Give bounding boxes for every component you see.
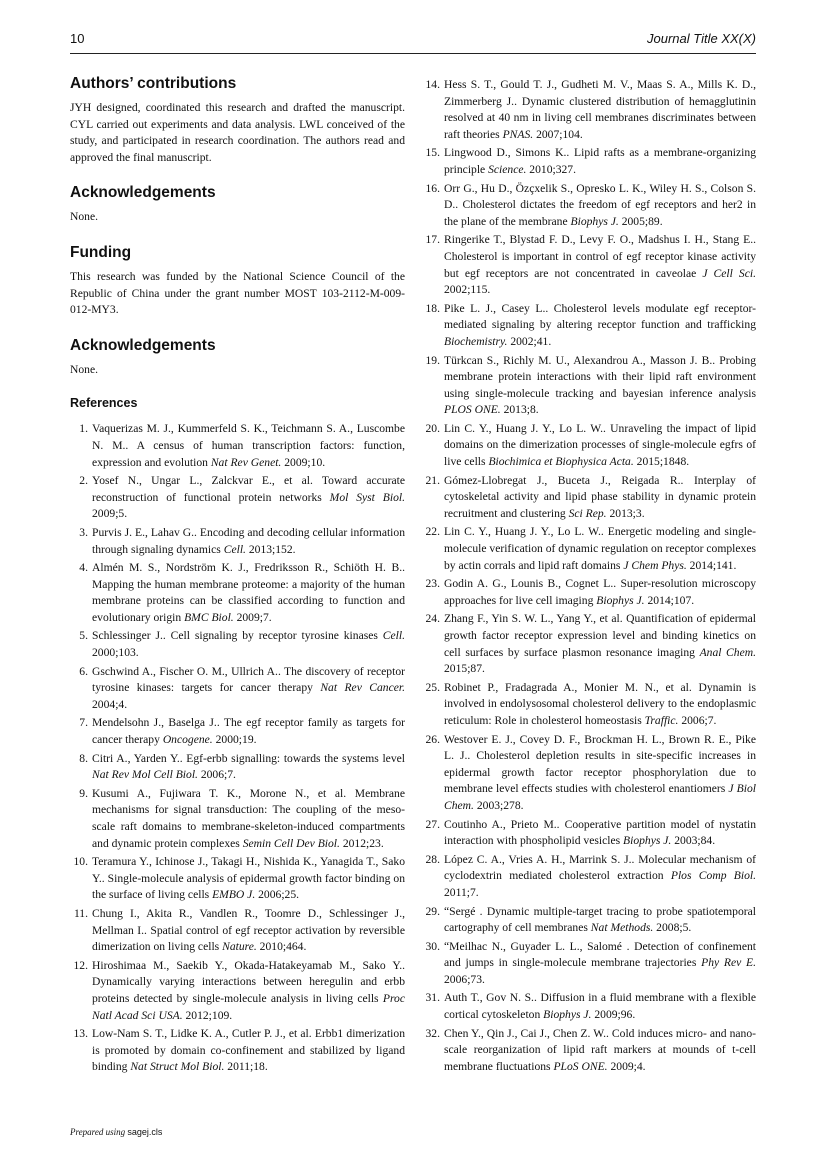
footer-prefix: Prepared using <box>70 1127 128 1137</box>
reference-journal: Mol Syst Biol. <box>329 490 405 504</box>
reference-item <box>422 232 756 298</box>
reference-item <box>70 560 405 626</box>
reference-year-volume: 2003;84. <box>671 834 716 848</box>
reference-journal: Nature. <box>222 940 257 954</box>
reference-item <box>422 1026 756 1076</box>
reference-year-volume: 2008;5. <box>653 921 692 935</box>
reference-number: 17. <box>425 233 440 247</box>
reference-year-volume: 2000;103. <box>92 646 139 660</box>
reference-text: Pike L. J., Casey L.. Cholesterol levels modulate egf receptor-mediated signaling by altering receptor function and trafficking <box>444 301 756 332</box>
reference-number: 13. <box>73 1027 88 1041</box>
section-body: JYH designed, coordinated this research and drafted the manuscript. CYL carried out experiments and data analysis. LWL conceived of the study, and participated in research coordination. The authors read and approved the final manuscript. <box>70 101 405 164</box>
reference-year-volume: 2015;87. <box>444 662 485 676</box>
section-heading: Authors’ contributions <box>70 75 237 92</box>
reference-journal: BMC Biol. <box>184 610 234 624</box>
reference-journal: Biophys J. <box>623 834 672 848</box>
reference-year-volume: 2012;109. <box>182 1008 233 1022</box>
reference-text: Godin A. G., Lounis B., Cognet L.. Super-resolution microscopy approaches for live cell imaging <box>444 577 756 607</box>
left-column <box>70 74 405 1078</box>
reference-year-volume: 2005;89. <box>618 214 663 228</box>
section-body: This research was funded by the National Science Council of the Republic of China under the grant number MOST 103-2112-M-009-012-MY3. <box>70 269 405 317</box>
reference-journal: Traffic. <box>644 713 679 727</box>
reference-year-volume: 2012;23. <box>339 836 384 850</box>
reference-item <box>422 680 756 730</box>
reference-text: Gschwind A., Fischer O. M., Ullrich A.. The discovery of receptor tyrosine kinases: targets for cancer therapy <box>92 664 405 695</box>
footer-cls: sagej.cls <box>127 1127 163 1137</box>
reference-item <box>70 715 405 748</box>
reference-number: 31. <box>425 991 440 1005</box>
reference-journal: PNAS. <box>502 127 534 141</box>
reference-text: Lingwood D., Simons K.. Lipid rafts as a membrane-organizing principle <box>444 146 756 176</box>
reference-item <box>70 421 405 471</box>
reference-journal: EMBO J. <box>212 888 256 902</box>
reference-number: 7. <box>79 716 88 730</box>
reference-year-volume: 2009;7. <box>233 610 272 624</box>
section-body: None. <box>70 210 99 224</box>
header-rule <box>70 53 756 54</box>
reference-text: Low-Nam S. T., Lidke K. A., Cutler P. J., et al. Erbb1 dimerization is promoted by domain co-confinement and stabilized by ligand binding <box>92 1027 405 1074</box>
reference-item <box>70 751 405 784</box>
reference-item <box>422 611 756 677</box>
reference-item <box>422 576 756 609</box>
reference-number: 5. <box>79 629 88 643</box>
reference-year-volume: 2011;18. <box>224 1060 268 1074</box>
reference-journal: Nat Methods. <box>590 921 654 935</box>
reference-year-volume: 2000;19. <box>212 733 257 747</box>
reference-text: Auth T., Gov N. S.. Diffusion in a fluid membrane with a flexible cortical cytoskeleton <box>444 991 756 1022</box>
section-authors-contributions <box>70 74 405 166</box>
reference-number: 24. <box>425 612 440 626</box>
reference-journal: Cell. <box>382 629 405 643</box>
reference-text: Türkcan S., Richly M. U., Alexandrou A., Masson J. B.. Probing membrane protein interactions with their lipid raft environment using single-molecule tracking and bayesian inference analysis <box>444 353 756 400</box>
reference-year-volume: 2013;152. <box>245 542 296 556</box>
reference-year-volume: 2015;1848. <box>633 455 690 469</box>
reference-item <box>70 525 405 558</box>
reference-number: 3. <box>79 525 88 539</box>
reference-item <box>422 421 756 471</box>
reference-text: Citri A., Yarden Y.. Egf-erbb signalling: towards the systems level <box>92 751 405 765</box>
section-body: None. <box>70 362 99 376</box>
reference-journal: Nat Rev Genet. <box>210 455 282 469</box>
reference-number: 1. <box>79 422 88 436</box>
reference-journal: Sci Rep. <box>568 506 607 520</box>
reference-number: 32. <box>425 1026 440 1040</box>
reference-item <box>422 939 756 989</box>
reference-item <box>422 145 756 178</box>
section-acknowledgements-2 <box>70 336 405 379</box>
reference-item <box>422 353 756 419</box>
reference-number: 8. <box>79 751 88 765</box>
reference-item <box>422 524 756 574</box>
reference-year-volume: 2009;96. <box>591 1008 636 1022</box>
reference-number: 11. <box>73 906 88 920</box>
reference-text: Chung I., Akita R., Vandlen R., Toomre D., Schlessinger J., Mellman I.. Spatial control of egf receptor activation by reversible dimerization on living cells <box>92 906 405 954</box>
reference-journal: Semin Cell Dev Biol. <box>242 836 340 850</box>
section-funding <box>70 243 405 319</box>
reference-number: 21. <box>425 473 440 487</box>
reference-text: Lin C. Y., Huang J. Y., Lo L. W.. Unraveling the impact of lipid domains on the dimerization processes of single-molecule egfrs of live cells <box>444 421 756 469</box>
reference-journal: Cell. <box>223 542 246 556</box>
section-heading: Acknowledgements <box>70 336 216 354</box>
reference-number: 10. <box>73 855 88 869</box>
reference-year-volume: 2013;3. <box>606 506 645 520</box>
reference-journal: J Biol Chem. <box>444 782 756 812</box>
reference-year-volume: 2004;4. <box>92 697 128 711</box>
page-number: 10 <box>70 31 85 46</box>
reference-journal: Oncogene. <box>162 733 213 747</box>
reference-journal: Phy Rev E. <box>701 956 756 970</box>
reference-text: Yosef N., Ungar L., Zalckvar E., et al. Toward accurate reconstruction of functional protein networks <box>92 474 405 504</box>
reference-text: Almén M. S., Nordström K. J., Fredriksson R., Schiöth H. B.. Mapping the human membrane proteome: a majority of the human membrane proteins can be classified according to function and evolutionary origin <box>92 561 405 624</box>
reference-number: 30. <box>425 939 440 953</box>
reference-item <box>422 732 756 815</box>
reference-year-volume: 2013;8. <box>500 403 539 417</box>
reference-journal: Biochemistry. <box>444 334 508 348</box>
reference-text: Purvis J. E., Lahav G.. Encoding and decoding cellular information through signaling dynamics <box>92 525 405 556</box>
reference-text: Mendelsohn J., Baselga J.. The egf receptor family as targets for cancer therapy <box>92 716 405 747</box>
reference-number: 25. <box>425 680 440 694</box>
reference-item <box>422 817 756 850</box>
reference-year-volume: 2006;73. <box>444 972 485 986</box>
reference-journal: Nat Rev Mol Cell Biol. <box>92 768 198 782</box>
section-heading: Funding <box>70 243 132 261</box>
reference-item <box>422 473 756 523</box>
reference-journal: J Chem Phys. <box>623 558 687 572</box>
reference-year-volume: 2014;141. <box>686 558 737 572</box>
reference-journal: Science. <box>488 162 527 176</box>
reference-journal: PLoS ONE. <box>553 1059 608 1073</box>
reference-item <box>422 77 756 143</box>
reference-text: Westover E. J., Covey D. F., Brockman H. L., Brown R. E., Pike L. J.. Cholesterol depletion results in site-specific increases in epidermal growth factor receptor phosphorylation due to membrane level effects studies with cholesterol enantiomers <box>444 732 756 796</box>
reference-text: Lin C. Y., Huang J. Y., Lo L. W.. Energetic modeling and single-molecule verification of dynamic regulation on receptor complexes by actin corrals and lipid raft domains <box>444 525 756 572</box>
reference-journal: Plos Comp Biol. <box>670 869 757 883</box>
reference-text: “Sergé . Dynamic multiple-target tracing to probe spatiotemporal cartography of cell membranes <box>444 904 756 935</box>
reference-text: Vaquerizas M. J., Kummerfeld S. K., Teichmann S. A., Luscombe N. M.. A census of human transcription factors: function, expression and evolution <box>92 422 405 469</box>
reference-number: 2. <box>79 474 88 488</box>
reference-text: Coutinho A., Prieto M.. Cooperative partition model of nystatin interaction with phospholipid vesicles <box>444 817 756 848</box>
reference-journal: Nat Struct Mol Biol. <box>130 1060 225 1074</box>
reference-year-volume: 2006;7. <box>678 713 717 727</box>
reference-year-volume: 2006;7. <box>197 768 236 782</box>
reference-year-volume: 2009;5. <box>92 507 128 521</box>
reference-year-volume: 2006;25. <box>255 888 300 902</box>
reference-year-volume: 2002;41. <box>507 334 552 348</box>
reference-list-right <box>422 77 756 1075</box>
footer-note <box>70 1127 162 1137</box>
reference-item <box>422 181 756 231</box>
reference-item <box>70 1026 405 1076</box>
reference-item <box>422 904 756 937</box>
reference-journal: Biophys J. <box>543 1008 592 1022</box>
reference-number: 4. <box>79 561 88 575</box>
reference-text: Teramura Y., Ichinose J., Takagi H., Nishida K., Yanagida T., Sako Y.. Single-molecule analysis of epidermal growth factor binding on the surface of living cells <box>92 855 405 902</box>
reference-text: Hiroshimaa M., Saekib Y., Okada-Hatakeyamab M., Sako Y.. Dynamically varying interactions between heregulin and erbb proteins detected by single-molecule analysis in living cells <box>92 958 405 1005</box>
reference-text: Zhang F., Yin S. W. L., Yang Y., et al. Quantification of epidermal growth factor receptor expression level and binding kinetics on cell surfaces by surface plasmon resonance imaging <box>444 612 756 659</box>
section-acknowledgements <box>70 183 405 226</box>
reference-journal: Proc Natl Acad Sci USA. <box>92 991 405 1022</box>
reference-text: Chen Y., Qin J., Cai J., Chen Z. W.. Cold induces micro- and nano-scale reorganization of lipid raft markers at mounds of t-cell membrane fluctuations <box>444 1026 756 1073</box>
section-heading: Acknowledgements <box>70 184 216 202</box>
right-column <box>422 77 756 1077</box>
reference-text: Schlessinger J.. Cell signaling by receptor tyrosine kinases <box>92 629 383 643</box>
reference-number: 28. <box>425 852 440 866</box>
reference-year-volume: 2009;10. <box>281 455 326 469</box>
reference-list-left <box>70 421 405 1076</box>
reference-item <box>70 473 405 523</box>
reference-text: Hess S. T., Gould T. J., Gudheti M. V., Maas S. A., Mills K. D., Zimmerberg J.. Dynamic clustered distribution of hemagglutinin resolved at 40 nm in living cell membranes discriminates between raft theories <box>444 78 756 141</box>
reference-journal: PLOS ONE. <box>444 403 501 417</box>
reference-journal: Nat Rev Cancer. <box>320 681 405 695</box>
reference-journal: Biophys J. <box>596 593 645 607</box>
reference-number: 6. <box>79 664 88 678</box>
reference-item <box>70 664 405 714</box>
journal-title: Journal Title XX(X) <box>647 31 756 46</box>
reference-item <box>70 958 405 1024</box>
reference-item <box>70 906 405 956</box>
reference-number: 15. <box>425 146 440 160</box>
reference-number: 18. <box>425 301 440 315</box>
reference-number: 20. <box>425 421 440 435</box>
reference-item <box>422 990 756 1023</box>
reference-number: 16. <box>425 181 440 195</box>
reference-number: 12. <box>73 958 88 972</box>
reference-item <box>70 854 405 904</box>
reference-number: 14. <box>425 78 440 91</box>
reference-text: López C. A., Vries A. H., Marrink S. J.. Molecular mechanism of cyclodextrin mediated cholesterol extraction <box>444 852 756 883</box>
reference-number: 23. <box>425 577 440 591</box>
reference-item <box>422 301 756 351</box>
reference-number: 29. <box>425 904 440 918</box>
reference-item <box>422 852 756 902</box>
reference-year-volume: 2014;107. <box>644 593 695 607</box>
reference-number: 26. <box>425 732 440 746</box>
reference-journal: J Cell Sci. <box>702 266 756 280</box>
reference-year-volume: 2011;7. <box>444 885 479 899</box>
reference-number: 19. <box>425 353 440 367</box>
reference-text: Kusumi A., Fujiwara T. K., Morone N., et al. Membrane mechanisms for signal transduction: The coupling of the meso-scale raft domains to membrane-skeleton-induced compartments and dynamic protein complexes <box>92 786 405 850</box>
reference-journal: Anal Chem. <box>699 645 756 659</box>
reference-journal: Biochimica et Biophysica Acta. <box>488 455 634 469</box>
reference-item <box>70 628 405 661</box>
reference-year-volume: 2010;464. <box>256 940 307 954</box>
reference-year-volume: 2002;115. <box>444 283 491 297</box>
references-heading: References <box>70 396 138 411</box>
reference-year-volume: 2007;104. <box>533 127 583 141</box>
reference-number: 22. <box>425 525 440 539</box>
reference-text: “Meilhac N., Guyader L. L., Salomé . Detection of confinement and jumps in single-molecule membrane trajectories <box>444 939 756 970</box>
reference-text: Orr G., Hu D., Özçxelik S., Opresko L. K., Wiley H. S., Colson S. D.. Cholesterol dictates the freedom of egf receptors and her2 in the plane of the membrane <box>444 181 756 228</box>
reference-number: 27. <box>425 817 440 831</box>
reference-journal: Biophys J. <box>570 214 619 228</box>
reference-item <box>70 786 405 852</box>
reference-text: Gómez-Llobregat J., Buceta J., Reigada R.. Interplay of cytoskeletal activity and lipid phase stability in dynamic protein recruitment and clustering <box>444 473 756 520</box>
reference-number: 9. <box>79 786 88 800</box>
reference-year-volume: 2010;327. <box>526 162 577 176</box>
reference-text: Ringerike T., Blystad F. D., Levy F. O., Madshus I. H., Stang E.. Cholesterol is important in control of egf receptor kinase activity but egf receptors are not concentrated in caveolae <box>444 233 756 280</box>
reference-text: Robinet P., Fradagrada A., Monier M. N., et al. Dynamin is involved in endolysosomal cholesterol delivery to the endoplasmic reticulum: Role in cholesterol homeostasis <box>444 680 756 727</box>
reference-year-volume: 2009;4. <box>607 1059 646 1073</box>
reference-year-volume: 2003;278. <box>473 798 524 812</box>
